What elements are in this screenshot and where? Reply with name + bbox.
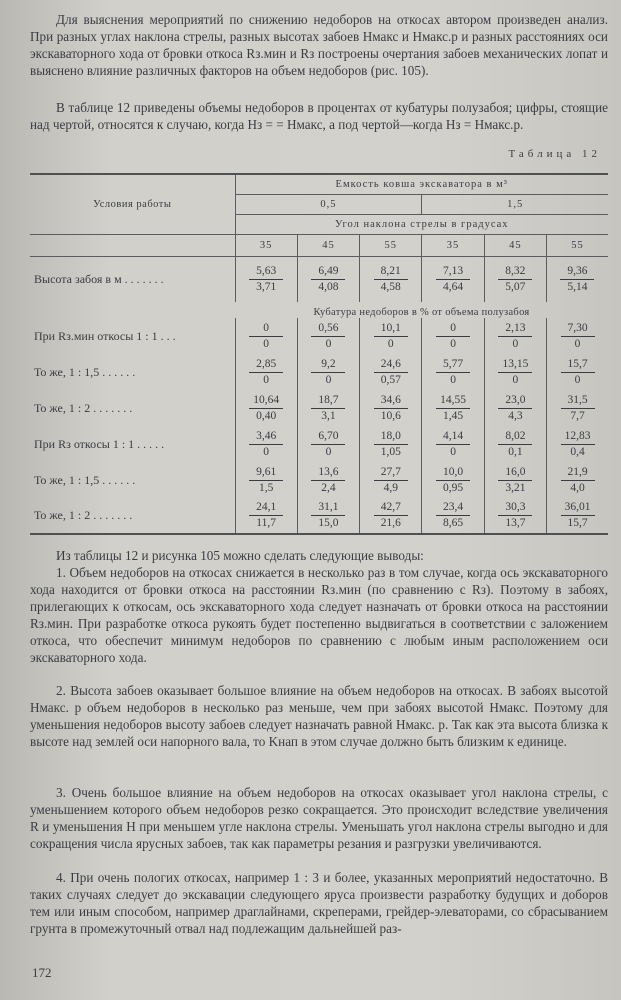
cell-top: 18,7 xyxy=(311,394,345,409)
cell-bottom: 15,0 xyxy=(318,517,339,529)
cell-top: 7,13 xyxy=(436,265,470,280)
row-label: То же, 1 : 1,5 . . . . . . xyxy=(34,364,136,379)
cell-bottom: 0 xyxy=(263,373,270,386)
cell-top: 3,46 xyxy=(249,430,283,445)
capacity-05-header: 0,5 xyxy=(235,194,422,214)
table-row xyxy=(30,426,608,462)
cell-bottom: 0 xyxy=(325,337,332,350)
cell-bottom: 11,7 xyxy=(256,517,276,529)
cell-top: 14,55 xyxy=(436,394,470,409)
cell-bottom: 5,07 xyxy=(505,280,526,293)
cell-top: 12,83 xyxy=(561,430,595,445)
cell-bottom: 1,45 xyxy=(443,409,464,422)
cell-top: 13,15 xyxy=(498,358,532,373)
cell-bottom: 7,7 xyxy=(570,409,585,422)
cell-top: 0 xyxy=(249,322,283,337)
angle-col: 55 xyxy=(546,234,608,256)
cell-top: 0 xyxy=(436,322,470,337)
angle-col: 45 xyxy=(484,234,546,256)
cell-top: 34,6 xyxy=(374,394,408,409)
cell-top: 2,85 xyxy=(249,358,283,373)
data-table xyxy=(30,173,608,322)
cell-top: 8,02 xyxy=(498,430,532,445)
cell-bottom: 0 xyxy=(512,337,519,350)
cell-bottom: 3,1 xyxy=(321,409,336,422)
cell-top: 27,7 xyxy=(374,466,408,481)
height-row xyxy=(30,256,608,302)
cell-top: 10,64 xyxy=(249,394,283,409)
cell-bottom: 0,95 xyxy=(443,481,464,494)
cell-bottom: 21,6 xyxy=(380,517,401,529)
cell-top: 10,0 xyxy=(436,466,470,481)
angle-col: 35 xyxy=(422,234,484,256)
cell-top: 8,21 xyxy=(374,265,408,280)
table-row xyxy=(30,462,608,498)
cell-top: 16,0 xyxy=(498,466,532,481)
cell-bottom: 0 xyxy=(574,337,581,350)
cell-top: 6,49 xyxy=(311,265,345,280)
cell-bottom: 4,58 xyxy=(380,280,401,293)
cell-bottom: 15,7 xyxy=(567,517,588,529)
cell-bottom: 0 xyxy=(325,373,332,386)
cell-top: 5,77 xyxy=(436,358,470,373)
cell-bottom: 5,14 xyxy=(567,280,588,293)
cell-bottom: 13,7 xyxy=(505,517,526,529)
cell-bottom: 0 xyxy=(387,337,394,350)
cell-bottom: 1,05 xyxy=(380,445,401,458)
cell-top: 9,36 xyxy=(560,265,594,280)
cell-top: 15,7 xyxy=(561,358,595,373)
cell-top: 0,56 xyxy=(311,322,345,337)
cell-bottom: 1,5 xyxy=(258,481,274,494)
cell-bottom: 3,21 xyxy=(505,481,526,494)
cell-bottom: 2,4 xyxy=(321,481,336,494)
table-label: Таблица 12 xyxy=(508,148,601,160)
cell-bottom: 0 xyxy=(325,445,332,458)
intro-paragraph-1: Для выяснения мероприятий по снижению недоборов на откосах автором произведен анализ. При разных углах наклона стрелы, разных высотах забоев Hмакс и Hмакс.р и разных расстояниях оси экскаваторного хода от бровки откоса Rз.мин и Rз построены очертания забоев механических лопат и выяснено влияние различных факторов на объем недоборов (рис. 105). xyxy=(30,12,608,78)
cell-top: 8,32 xyxy=(498,265,532,280)
cell-top: 23,0 xyxy=(498,394,532,409)
cell-top: 9,2 xyxy=(311,358,345,373)
cell-top: 6,70 xyxy=(311,430,345,445)
cell-bottom: 4,64 xyxy=(442,280,464,293)
table-row xyxy=(30,498,608,534)
page-number: 172 xyxy=(32,965,52,980)
cell-bottom: 0,4 xyxy=(570,445,585,458)
cell-bottom: 0,40 xyxy=(256,409,277,422)
conditions-header: Условия работы xyxy=(30,174,235,234)
angle-col: 55 xyxy=(360,234,422,256)
cell-bottom: 0,1 xyxy=(508,445,523,458)
cell-bottom: 0 xyxy=(263,337,270,350)
cell-top: 21,9 xyxy=(561,466,595,481)
cell-top: 23,4 xyxy=(436,501,470,516)
conclusions-lead: Из таблицы 12 и рисунка 105 можно сделать следующие выводы: xyxy=(56,548,424,563)
angle-col: 45 xyxy=(297,234,359,256)
table-row xyxy=(30,354,608,390)
cell-bottom: 0 xyxy=(450,373,456,386)
cell-top: 9,61 xyxy=(249,466,283,481)
data-table-body xyxy=(30,318,608,535)
cell-bottom: 4,3 xyxy=(508,409,523,422)
intro-paragraph-2: В таблице 12 приведены объемы недоборов в процентах от кубатуры полузабоя; цифры, стоящие над чертой, относятся к случаю, когда Hз = = Hмакс, а под чертой—когда Hз = Hмакс.р. xyxy=(30,100,608,132)
cell-top: 24,6 xyxy=(374,358,408,373)
cell-top: 31,5 xyxy=(561,394,595,409)
table-row xyxy=(30,318,608,354)
cell-bottom: 0 xyxy=(512,373,519,386)
conclusion-1: 1. Объем недоборов на откосах снижается в несколько раз в том случае, когда ось экскаваторного хода находится от бровки откоса на расстоянии Rз.мин (по сравнению с Rз). Поэтому в забоях, прилегающих к откосам, ось экскаваторного хода следует назначать от бровки откоса на расстоянии Rз.мин. При разработке откоса рукоять будет постепенно выдвигаться в соответствии с заложением откоса, что обеспечит минимум недоборов по сравнению с любым иным расположением оси экскаваторного хода. xyxy=(30,565,608,665)
cell-top: 2,13 xyxy=(498,322,532,337)
cell-bottom: 0 xyxy=(263,445,270,458)
cell-bottom: 4,08 xyxy=(318,280,339,293)
cell-bottom: 4,9 xyxy=(383,481,398,494)
cell-top: 42,7 xyxy=(374,501,408,516)
cell-bottom: 0,57 xyxy=(380,373,401,386)
cell-bottom: 0 xyxy=(450,337,456,350)
cell-bottom: 4,0 xyxy=(570,481,585,494)
angle-header: Угол наклона стрелы в градусах xyxy=(235,214,608,234)
cell-top: 10,1 xyxy=(374,322,408,337)
cell-bottom: 3,71 xyxy=(256,280,277,293)
cell-bottom: 0 xyxy=(450,445,456,458)
conclusion-2: 2. Высота забоев оказывает большое влияние на объем недоборов на откосах. В забоях высотой Hмакс. р объем недоборов в несколько раз меньше, чем при забоях высотой Hмакс. Поэтому для уменьшения недоборов высоту забоев следует назначать равной Hмакс. р. Так как эта высота близка к высоте над землей оси напорного вала, то Kнап в этом случае должно быть близким к единице. xyxy=(30,683,608,749)
row-label: При Rз откосы 1 : 1 . . . . . xyxy=(34,436,165,451)
conclusion-3: 3. Очень большое влияние на объем недоборов на откосах оказывает угол наклона стрелы, с уменьшением которого объем недоборов резко сокращается. Это происходит вследствие увеличения R и уменьшения H при меньшем угле наклона стрелы. Уменьшать угол наклона стрелы выгодно и для сокращения числа ярусных забоев, так как параметры резания и разгрузки увеличиваются. xyxy=(30,785,608,851)
row-label: Высота забоя в м . . . . . . . xyxy=(34,271,164,286)
subheader: Кубатура недоборов в % от объема полузабоя xyxy=(313,306,530,318)
cell-bottom: 8,65 xyxy=(443,517,464,529)
row-label: То же, 1 : 1,5 . . . . . . xyxy=(34,472,136,487)
cell-top: 7,30 xyxy=(561,322,595,337)
cell-top: 30,3 xyxy=(498,501,532,516)
row-label: То же, 1 : 2 . . . . . . . xyxy=(30,498,235,534)
row-label: То же, 1 : 2 . . . . . . . xyxy=(34,400,133,415)
cell-bottom: 10,6 xyxy=(380,409,401,422)
cell-top: 4,14 xyxy=(436,430,470,445)
cell-top: 36,01 xyxy=(561,501,595,516)
row-label: При Rз.мин откосы 1 : 1 . . . xyxy=(34,328,176,343)
cell-top: 5,63 xyxy=(249,265,283,280)
angle-col: 35 xyxy=(235,234,297,256)
cell-top: 13,6 xyxy=(311,466,345,481)
cell-bottom: 0 xyxy=(574,373,581,386)
cell-top: 18,0 xyxy=(374,430,408,445)
cell-top: 31,1 xyxy=(311,501,345,516)
table-row xyxy=(30,390,608,426)
conclusion-4: 4. При очень пологих откосах, например 1 : 3 и более, указанных мероприятий недостаточно. В таких случаях следует до экскавации следующего яруса произвести разработку будущих и доборов тем или иным способом, например драглайнами, скреперами, грейдер-элеваторами, со сбрасыванием грунта в промежуточный отвал над подлежащим дальнейшей раз- xyxy=(30,870,608,936)
capacity-header: Емкость ковша экскаватора в м³ xyxy=(235,174,608,194)
capacity-15-header: 1,5 xyxy=(422,194,608,214)
cell-top: 24,1 xyxy=(249,501,283,516)
